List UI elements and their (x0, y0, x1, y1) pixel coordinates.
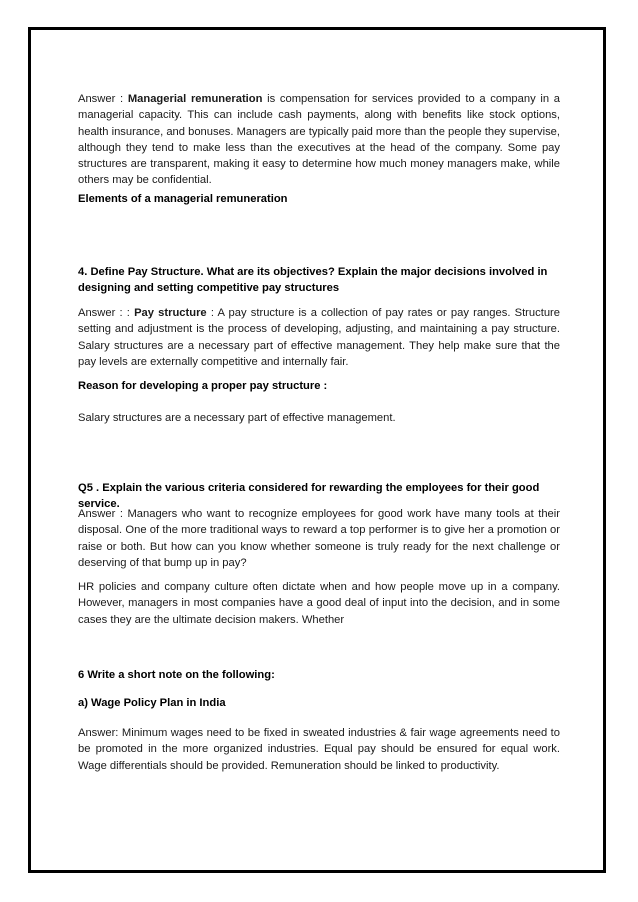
wage-policy-heading: a) Wage Policy Plan in India (78, 697, 226, 709)
elements-heading: Elements of a managerial remuneration (78, 193, 288, 205)
answer-prefix: Answer : (78, 93, 128, 105)
answer-body: : A pay structure is a collection of pay rates or pay ranges. Structure setting and adjustment is the process of developing, adjusting, and maintaining a pay structure. Salary structures are a necessary part of effective management. They help make sure that the pay levels are externally competitive and internally fair. (78, 307, 560, 368)
reason-text: Salary structures are a necessary part of effective management. (78, 412, 396, 424)
pay-structure-answer (78, 305, 560, 370)
reason-heading: Reason for developing a proper pay structure : (78, 380, 328, 392)
question-6-heading: 6 Write a short note on the following: (78, 669, 275, 681)
question-5-answer-para1: Answer : Managers who want to recognize employees for good work have many tools at their disposal. One of the more traditional ways to reward a top performer is to give her a promotion or raise or both. But how can you know whether someone is truly ready for the next challenge or deserving of that bump up in pay? (78, 508, 560, 569)
question-4-heading: 4. Define Pay Structure. What are its objectives? Explain the major decisions involved in designing and setting competitive pay structures (78, 266, 548, 295)
term-managerial-remuneration: Managerial remuneration (127, 93, 263, 105)
managerial-remuneration-answer (78, 91, 560, 189)
question-5-answer-para2: HR policies and company culture often dictate when and how people move up in a company. However, managers in most companies have a good deal of input into the decision, and in some cases they are the ultimate decision makers. Whether (78, 581, 560, 626)
term-pay-structure: Pay structure (134, 307, 207, 319)
wage-policy-answer: Answer: Minimum wages need to be fixed in sweated industries & fair wage agreements need to be promoted in the more organized industries. Equal pay should be ensured for equal work. Wage differentials should be provided. Remuneration should be linked to productivity. (78, 727, 560, 772)
answer-prefix: Answer : : (78, 307, 135, 319)
answer-body: is compensation for services provided to a company in a managerial capacity. This can include cash payments, along with benefits like stock options, health insurance, and bonuses. Managers are typically paid more than the people they supervise, although they tend to make less than the executives at the head of the company. Some pay structures are transparent, making it easy to determine how much money managers make, while others may be confidential. (78, 93, 560, 187)
question-5-heading: Q5 . Explain the various criteria considered for rewarding the employees for their good service. (78, 482, 540, 511)
